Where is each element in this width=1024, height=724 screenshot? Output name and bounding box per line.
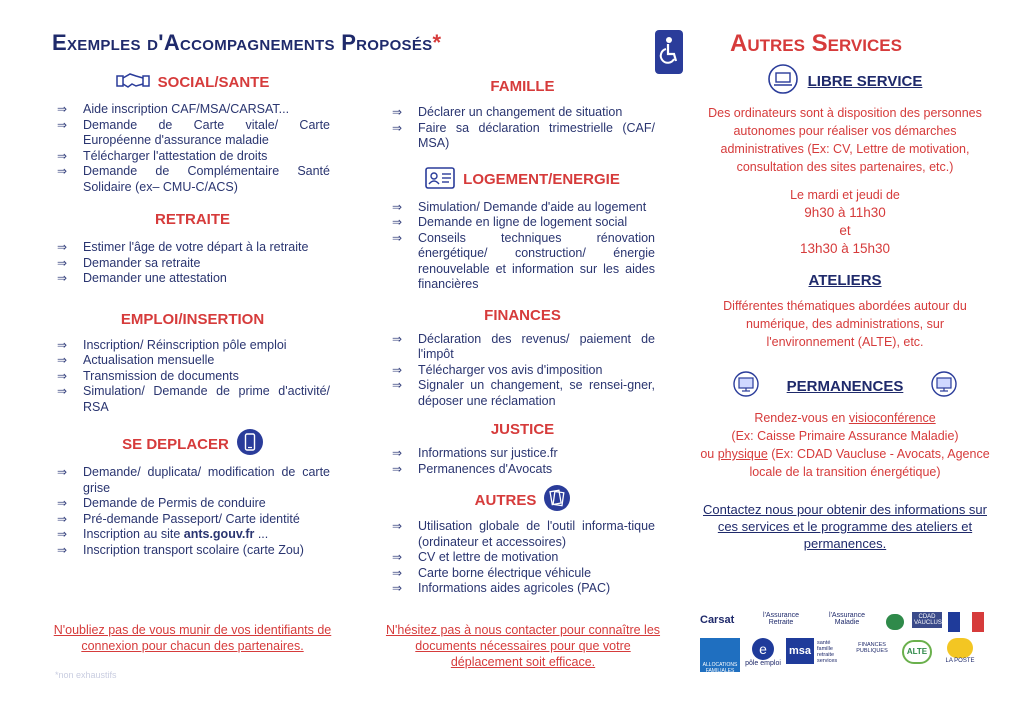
assurance-maladie-logo: l'Assurance Maladie: [829, 612, 865, 626]
section-ateliers-title: ATELIERS: [808, 272, 882, 289]
finances-list: [390, 332, 655, 410]
section-autres-title: AUTRES: [390, 485, 655, 515]
emploi-list: [55, 338, 330, 416]
republique-logo: [948, 612, 984, 632]
list-item: ⇒ Inscription transport scolaire (carte Zou): [55, 543, 330, 559]
list-item: ⇒ Utilisation globale de l'outil informa-tique (ordinateur et accessoires): [390, 519, 655, 550]
libre-and: et: [839, 223, 851, 238]
assurance-retraite-logo: l'Assurance Retraite: [763, 612, 799, 626]
contact-text[interactable]: Contactez nous pour obtenir des informations sur ces services et le programme des ateliers et permanences.: [703, 502, 987, 551]
list-item: ⇒ CV et lettre de motivation: [390, 550, 655, 566]
section-deplacer-title: SE DEPLACER: [55, 429, 330, 459]
ants-link[interactable]: ants.gouv.fr: [183, 527, 255, 541]
monitor-icon: [931, 371, 957, 401]
note-middle: N'hésitez pas à nous contacter pour connaître les documents nécessaires pour que votre déplacement soit efficace.: [385, 623, 661, 669]
id-card-icon: [425, 166, 455, 194]
main-title: Exemples d'Accompagnements Proposés*: [52, 30, 442, 55]
list-item: ⇒ Permanences d'Avocats: [390, 462, 655, 478]
section-emploi-title: EMPLOI/INSERTION: [120, 310, 265, 328]
permanences-text: Rendez-vous en visioconférence (Ex: Caisse Primaire Assurance Maladie) ou physique (Ex: CDAD Vaucluse - Avocats, Agence locale de la transition énergétique): [700, 411, 990, 479]
list-item: ⇒ Déclarer un changement de situation: [390, 105, 655, 121]
finances-publiques-logo: FINANCES PUBLIQUES: [856, 642, 888, 654]
cdad-logo: CDAD VAUCLUSE: [914, 614, 946, 626]
carsat-logo: Carsat: [700, 614, 735, 626]
list-item: ⇒ Inscription/ Réinscription pôle emploi: [55, 338, 330, 354]
justice-list: [390, 446, 655, 477]
list-item: ⇒ Télécharger vos avis d'imposition: [390, 363, 655, 379]
pole-emploi-logo: e pôle emploi: [745, 638, 781, 667]
documents-icon: [544, 485, 570, 515]
section-permanences-title: PERMANENCES: [700, 371, 990, 401]
green-logo: [886, 614, 904, 630]
libre-text: Des ordinateurs sont à disposition des personnes autonomes pour réaliser vos démarches administratives (Ex: CV, Lettre de motivation, consultation des sites partenaires, etc.): [708, 106, 982, 174]
section-finances-title: FINANCES: [484, 306, 561, 324]
autres-list: [390, 519, 655, 597]
column-right: [700, 64, 990, 552]
laptop-icon: [768, 64, 798, 98]
allocations-logo: ALLOCATIONS FAMILIALES: [700, 638, 740, 672]
list-item: ⇒ Demande de Carte vitale/ Carte Européenne d'assurance maladie: [55, 118, 330, 149]
section-retraite-title: RETRAITE: [155, 211, 230, 228]
asterisk: *: [432, 30, 442, 55]
list-item: ⇒ Demande de Complémentaire Santé Solidaire (ex– CMU-C/ACS): [55, 164, 330, 195]
handshake-icon: [116, 70, 150, 94]
right-title: Autres Services: [730, 30, 902, 57]
logement-list: [390, 200, 655, 293]
list-item: ⇒ Faire sa déclaration trimestrielle (CAF/ MSA): [390, 121, 655, 152]
list-item: ⇒ Conseils techniques rénovation énergétique/ construction/ énergie renouvelable et information sur les aides financières: [390, 231, 655, 293]
deplacer-list: [55, 465, 330, 558]
section-justice-title: JUSTICE: [490, 421, 555, 438]
list-item: ⇒ Simulation/ Demande d'aide au logement: [390, 200, 655, 216]
social-list: [55, 102, 330, 195]
partner-logos: [700, 612, 990, 676]
wheelchair-icon: [655, 30, 683, 74]
list-item: ⇒ Demande/ duplicata/ modification de carte grise: [55, 465, 330, 496]
list-item: ⇒ Transmission de documents: [55, 369, 330, 385]
list-item: ⇒ Carte borne électrique véhicule: [390, 566, 655, 582]
libre-time-1: 9h30 à 11h30: [804, 205, 886, 220]
list-item: ⇒ Télécharger l'attestation de droits: [55, 149, 330, 165]
msa-logo: msa: [786, 638, 814, 664]
list-item: ⇒ Signaler un changement, se rensei-gner, déposer une réclamation: [390, 378, 655, 409]
section-logement-title: LOGEMENT/ENERGIE: [390, 166, 655, 194]
list-item: ⇒ Aide inscription CAF/MSA/CARSAT...: [55, 102, 330, 118]
libre-time-2: 13h30 à 15h30: [799, 241, 891, 256]
section-famille-title: FAMILLE: [490, 78, 555, 95]
list-item: ⇒ Pré-demande Passeport/ Carte identité: [55, 512, 330, 528]
ateliers-text: Différentes thématiques abordées autour du numérique, des administrations, sur l'environnement (ALTE), etc.: [723, 299, 967, 349]
list-item: ⇒ Demander sa retraite: [55, 256, 330, 272]
list-item: ⇒ Demander une attestation: [55, 271, 330, 287]
msa-tagline: santé famille retraite services: [817, 640, 838, 664]
list-item: ⇒ Déclaration des revenus/ paiement de l'impôt: [390, 332, 655, 363]
list-item: ⇒ Actualisation mensuelle: [55, 353, 330, 369]
section-libre-title: LIBRE SERVICE: [700, 64, 990, 98]
section-social-title: SOCIAL/SANTE: [55, 70, 330, 94]
column-middle: [390, 78, 655, 597]
list-item: ⇒ Informations sur justice.fr: [390, 446, 655, 462]
monitor-icon: [733, 371, 759, 401]
note-left: N'oubliez pas de vous munir de vos identifiants de connexion pour chacun des partenaires.: [53, 623, 332, 653]
famille-list: [390, 105, 655, 152]
list-item: ⇒ Demande en ligne de logement social: [390, 215, 655, 231]
list-item: ⇒ Estimer l'âge de votre départ à la retraite: [55, 240, 330, 256]
alte-logo: ALTE: [902, 640, 932, 664]
list-item: ⇒ Demande de Permis de conduire: [55, 496, 330, 512]
phone-icon: [237, 429, 263, 459]
list-item: ⇒ Simulation/ Demande de prime d'activité/ RSA: [55, 384, 330, 415]
column-left: [55, 70, 330, 558]
non-exhaustive-note: *non exhaustifs: [55, 670, 117, 680]
la-poste-logo: LA POSTE: [940, 638, 980, 664]
libre-days: Le mardi et jeudi de: [790, 188, 900, 202]
retraite-list: [55, 240, 330, 287]
list-item: ⇒ Inscription au site ants.gouv.fr ...: [55, 527, 330, 543]
list-item: ⇒ Informations aides agricoles (PAC): [390, 581, 655, 597]
